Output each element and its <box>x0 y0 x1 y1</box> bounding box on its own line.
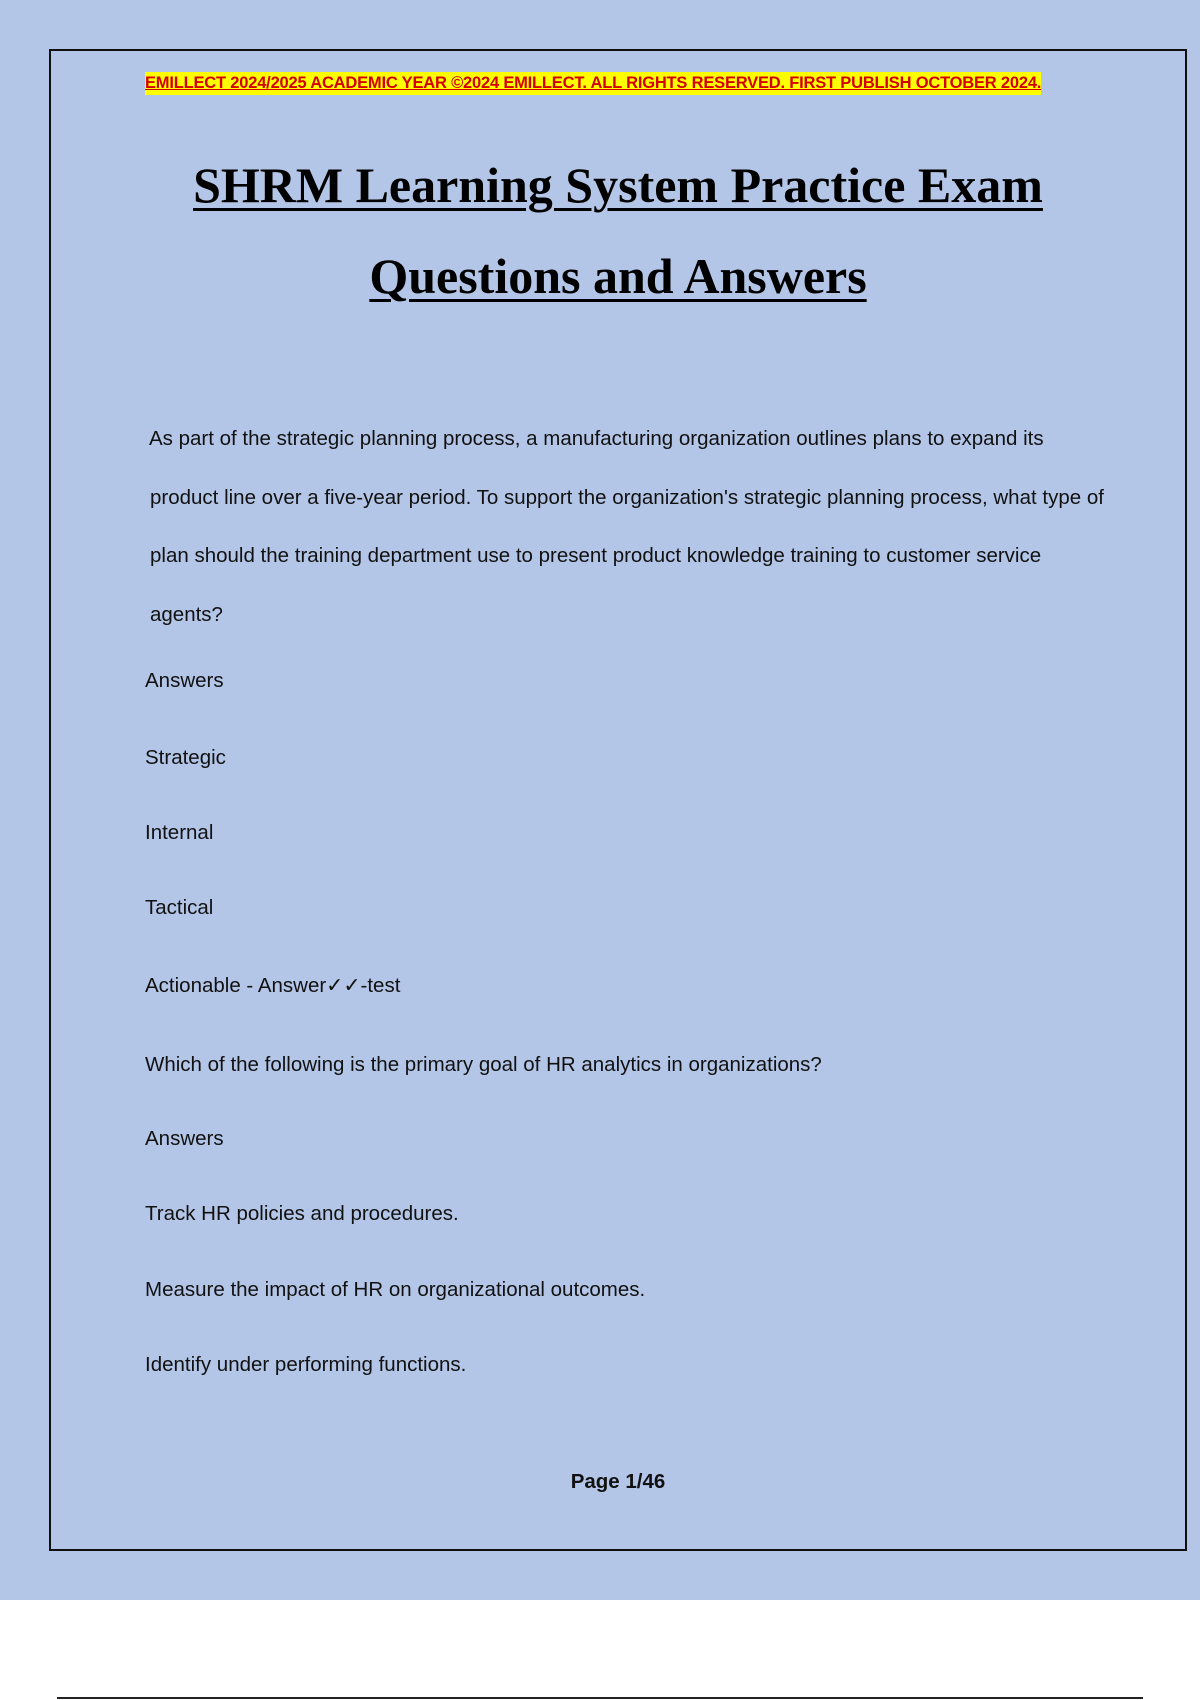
answer-option: Internal <box>145 821 214 844</box>
answer-option: Track HR policies and procedures. <box>145 1202 459 1225</box>
answers-label: Answers <box>145 1127 224 1150</box>
question-1-text: As part of the strategic planning process, a manufacturing organization outlines plans to expand its product line over a five-year period. To support the organization's strategic planning process, what type of plan should the training department use to present product knowledge training to customer service agents? <box>149 427 1104 626</box>
answer-option-correct: Actionable - Answer✓✓-test <box>145 974 401 997</box>
bottom-divider <box>57 1697 1143 1699</box>
document-title-line-1 <box>0 156 1200 214</box>
answer-option: Identify under performing functions. <box>145 1353 467 1376</box>
title-text-2: Questions and Answers <box>369 248 867 304</box>
title-text-1: SHRM Learning System Practice Exam <box>193 157 1043 213</box>
answer-option: Tactical <box>145 896 214 919</box>
document-title-line-2 <box>0 247 1200 305</box>
question-2-text: Which of the following is the primary goal of HR analytics in organizations? <box>145 1053 822 1076</box>
answer-option: Strategic <box>145 746 226 769</box>
page-number: Page 1/46 <box>570 1470 666 1493</box>
copyright-notice: EMILLECT 2024/2025 ACADEMIC YEAR ©2024 EMILLECT. ALL RIGHTS RESERVED. FIRST PUBLISH OCTOBER 2024. <box>145 72 1041 95</box>
answer-option: Measure the impact of HR on organizational outcomes. <box>145 1278 646 1301</box>
answers-label: Answers <box>145 669 224 692</box>
